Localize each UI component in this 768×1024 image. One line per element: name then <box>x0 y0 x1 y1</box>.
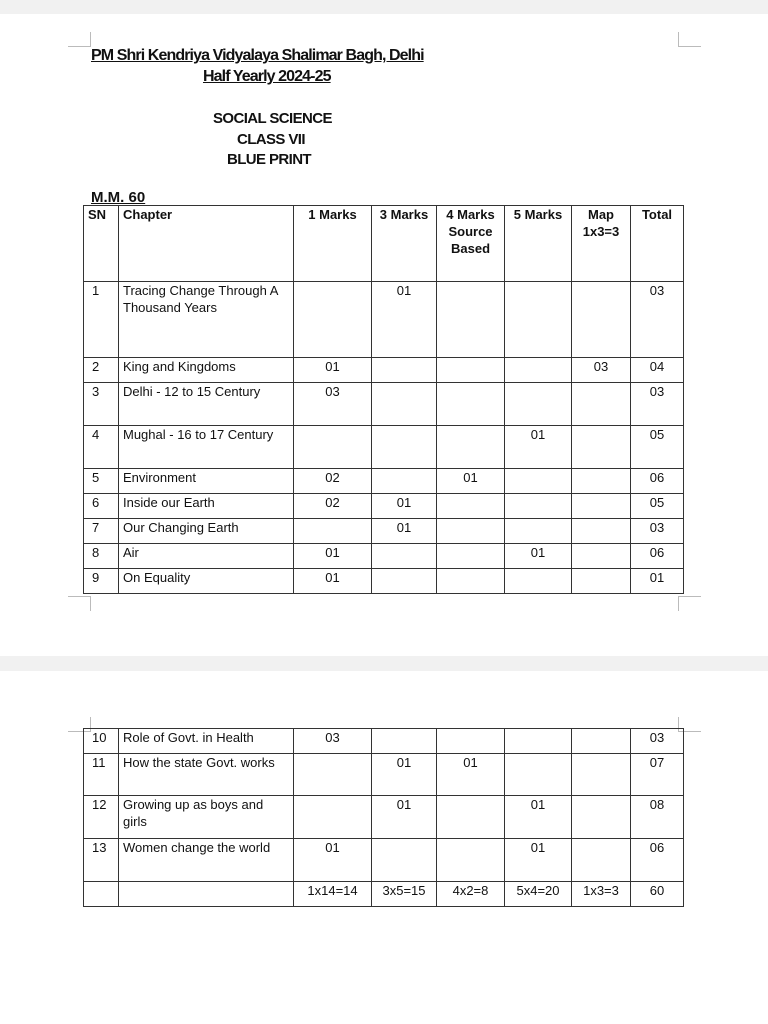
cell-sn: 7 <box>84 519 119 544</box>
cell-chapter: Our Changing Earth <box>119 519 294 544</box>
cell-map <box>572 839 631 882</box>
page-2 <box>0 671 768 1024</box>
cell-3-marks: 01 <box>372 282 437 358</box>
cell-chapter: Growing up as boys and girls <box>119 796 294 839</box>
cell-total: 06 <box>631 544 684 569</box>
header-3-marks: 3 Marks <box>372 206 437 282</box>
cell-total: 05 <box>631 494 684 519</box>
cell-3-marks <box>372 729 437 754</box>
cell-1-mark <box>294 519 372 544</box>
cell-total: 06 <box>631 839 684 882</box>
cell-chapter: Role of Govt. in Health <box>119 729 294 754</box>
cell-map: 03 <box>572 358 631 383</box>
cell-4-marks: 01 <box>437 469 505 494</box>
table-row <box>84 754 684 796</box>
cell-3-marks: 01 <box>372 796 437 839</box>
cell-1-mark <box>294 282 372 358</box>
summary-cell-map: 1x3=3 <box>572 882 631 907</box>
cell-4-marks <box>437 544 505 569</box>
cell-chapter: On Equality <box>119 569 294 594</box>
cell-5-marks <box>505 494 572 519</box>
cell-sn: 12 <box>84 796 119 839</box>
cell-total: 03 <box>631 729 684 754</box>
table-body-part-1 <box>84 206 684 594</box>
cell-4-marks <box>437 426 505 469</box>
cell-4-marks <box>437 519 505 544</box>
cell-chapter: How the state Govt. works <box>119 754 294 796</box>
cell-total: 03 <box>631 282 684 358</box>
cell-sn: 8 <box>84 544 119 569</box>
summary-cell-sn <box>84 882 119 907</box>
cell-5-marks: 01 <box>505 544 572 569</box>
cell-sn: 10 <box>84 729 119 754</box>
table-row <box>84 839 684 882</box>
cell-1-mark <box>294 426 372 469</box>
table-row <box>84 569 684 594</box>
cell-4-marks <box>437 796 505 839</box>
cell-chapter: Delhi - 12 to 15 Century <box>119 383 294 426</box>
header-1-marks: 1 Marks <box>294 206 372 282</box>
crop-mark-bottom-right <box>678 596 701 611</box>
cell-map <box>572 519 631 544</box>
cell-chapter: Mughal - 16 to 17 Century <box>119 426 294 469</box>
cell-total: 01 <box>631 569 684 594</box>
cell-5-marks <box>505 469 572 494</box>
cell-map <box>572 494 631 519</box>
cell-5-marks: 01 <box>505 796 572 839</box>
cell-sn: 9 <box>84 569 119 594</box>
cell-total: 05 <box>631 426 684 469</box>
cell-3-marks <box>372 839 437 882</box>
cell-1-mark: 02 <box>294 469 372 494</box>
crop-mark-bottom-left <box>68 596 91 611</box>
table-row <box>84 519 684 544</box>
cell-1-mark: 01 <box>294 544 372 569</box>
cell-total: 04 <box>631 358 684 383</box>
cell-4-marks <box>437 569 505 594</box>
summary-cell-3-marks: 3x5=15 <box>372 882 437 907</box>
cell-3-marks: 01 <box>372 519 437 544</box>
summary-cell-total: 60 <box>631 882 684 907</box>
cell-1-mark <box>294 796 372 839</box>
cell-total: 03 <box>631 383 684 426</box>
cell-total: 06 <box>631 469 684 494</box>
cell-1-mark <box>294 754 372 796</box>
table-row <box>84 383 684 426</box>
cell-3-marks <box>372 358 437 383</box>
exam-title: Half Yearly 2024-25 <box>203 68 331 85</box>
cell-5-marks <box>505 383 572 426</box>
cell-sn: 5 <box>84 469 119 494</box>
school-name: PM Shri Kendriya Vidyalaya Shalimar Bagh, Delhi <box>91 47 424 64</box>
class-title: CLASS VII <box>237 131 305 148</box>
cell-chapter: Tracing Change Through A Thousand Years <box>119 282 294 358</box>
header-map: Map 1x3=3 <box>572 206 631 282</box>
cell-3-marks: 01 <box>372 494 437 519</box>
cell-sn: 6 <box>84 494 119 519</box>
table-row <box>84 544 684 569</box>
table-row <box>84 426 684 469</box>
crop-mark-top-right <box>678 32 701 47</box>
summary-cell-4-marks: 4x2=8 <box>437 882 505 907</box>
cell-chapter: Environment <box>119 469 294 494</box>
cell-chapter: Inside our Earth <box>119 494 294 519</box>
cell-map <box>572 469 631 494</box>
cell-chapter: Air <box>119 544 294 569</box>
blueprint-table-part-2 <box>83 728 684 907</box>
cell-sn: 1 <box>84 282 119 358</box>
cell-sn: 2 <box>84 358 119 383</box>
cell-map <box>572 796 631 839</box>
cell-5-marks: 01 <box>505 426 572 469</box>
cell-3-marks <box>372 569 437 594</box>
table-header-row <box>84 206 684 282</box>
cell-3-marks <box>372 544 437 569</box>
cell-1-mark: 01 <box>294 358 372 383</box>
cell-map <box>572 569 631 594</box>
cell-1-mark: 01 <box>294 569 372 594</box>
table-row <box>84 729 684 754</box>
cell-4-marks <box>437 494 505 519</box>
cell-3-marks <box>372 469 437 494</box>
cell-3-marks <box>372 383 437 426</box>
cell-map <box>572 282 631 358</box>
cell-5-marks <box>505 729 572 754</box>
cell-4-marks <box>437 839 505 882</box>
header-4-marks: 4 Marks Source Based <box>437 206 505 282</box>
cell-4-marks: 01 <box>437 754 505 796</box>
cell-4-marks <box>437 358 505 383</box>
cell-map <box>572 729 631 754</box>
cell-total: 08 <box>631 796 684 839</box>
header-sn: SN <box>84 206 119 282</box>
cell-3-marks: 01 <box>372 754 437 796</box>
cell-sn: 4 <box>84 426 119 469</box>
table-row <box>84 358 684 383</box>
cell-total: 03 <box>631 519 684 544</box>
cell-5-marks: 01 <box>505 839 572 882</box>
header-total: Total <box>631 206 684 282</box>
cell-1-mark: 03 <box>294 383 372 426</box>
cell-1-mark: 02 <box>294 494 372 519</box>
cell-chapter: King and Kingdoms <box>119 358 294 383</box>
table-row <box>84 282 684 358</box>
summary-cell-1-mark: 1x14=14 <box>294 882 372 907</box>
cell-4-marks <box>437 282 505 358</box>
table-summary-row <box>84 882 684 907</box>
cell-map <box>572 426 631 469</box>
table-body-part-2 <box>84 729 684 907</box>
cell-4-marks <box>437 383 505 426</box>
cell-5-marks <box>505 519 572 544</box>
page-1 <box>0 14 768 656</box>
cell-sn: 3 <box>84 383 119 426</box>
cell-5-marks <box>505 282 572 358</box>
cell-1-mark: 03 <box>294 729 372 754</box>
blueprint-table-part-1 <box>83 205 684 594</box>
header-5-marks: 5 Marks <box>505 206 572 282</box>
table-row <box>84 469 684 494</box>
cell-1-mark: 01 <box>294 839 372 882</box>
summary-cell-5-marks: 5x4=20 <box>505 882 572 907</box>
header-chapter: Chapter <box>119 206 294 282</box>
cell-chapter: Women change the world <box>119 839 294 882</box>
cell-total: 07 <box>631 754 684 796</box>
cell-map <box>572 754 631 796</box>
cell-sn: 11 <box>84 754 119 796</box>
summary-cell-chapter <box>119 882 294 907</box>
cell-3-marks <box>372 426 437 469</box>
subject-title: SOCIAL SCIENCE <box>213 110 332 127</box>
max-marks: M.M. 60 <box>91 189 146 206</box>
document-type: BLUE PRINT <box>227 151 312 168</box>
table-row <box>84 796 684 839</box>
table-row <box>84 494 684 519</box>
crop-mark-top-left <box>68 32 91 47</box>
cell-5-marks <box>505 358 572 383</box>
cell-5-marks <box>505 569 572 594</box>
cell-4-marks <box>437 729 505 754</box>
cell-sn: 13 <box>84 839 119 882</box>
cell-map <box>572 383 631 426</box>
cell-map <box>572 544 631 569</box>
cell-5-marks <box>505 754 572 796</box>
